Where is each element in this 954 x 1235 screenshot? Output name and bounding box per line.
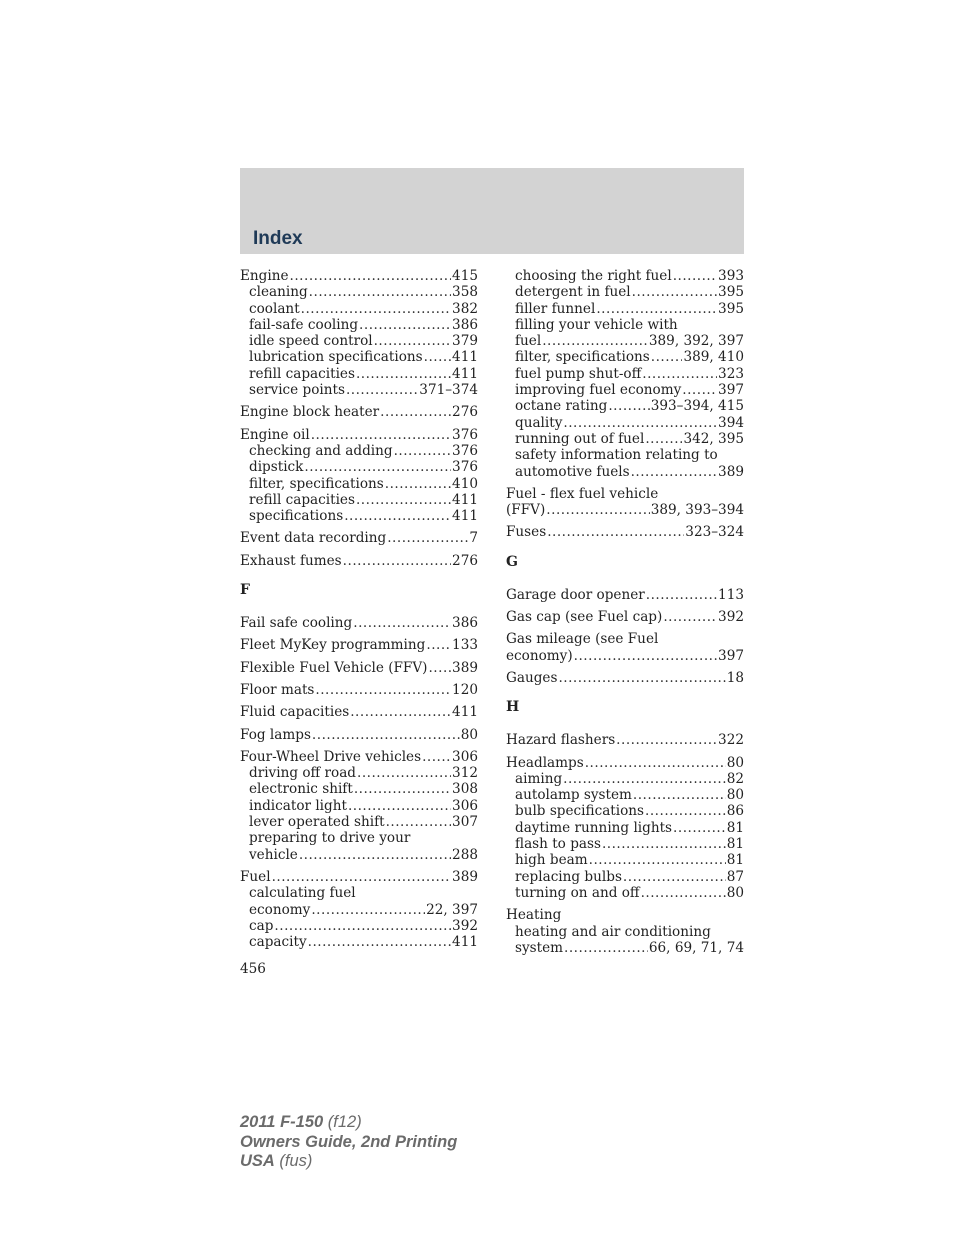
index-entry: Four-Wheel Drive vehicles ..... 306 — [240, 749, 478, 765]
index-entry-group — [240, 727, 478, 743]
index-subentry: turning on and off ..... 80 — [506, 885, 744, 901]
index-subentry: specifications ..... 411 — [240, 508, 478, 524]
footer-line-guide: Owners Guide, 2nd Printing — [240, 1132, 458, 1151]
index-entry: Engine oil ..... 376 — [240, 427, 478, 443]
index-entry: Engine block heater ..... 276 — [240, 404, 478, 420]
index-entry: Fleet MyKey programming ..... 133 — [240, 637, 478, 653]
index-entry-group — [506, 486, 744, 519]
index-entry: Headlamps ..... 80 — [506, 755, 744, 771]
index-subentry: aiming ..... 82 — [506, 771, 744, 787]
index-subentry: coolant ..... 382 — [240, 301, 478, 317]
index-subentry: lever operated shift ..... 307 — [240, 814, 478, 830]
footer-publication-info — [240, 1113, 457, 1172]
index-entry: Heating — [506, 907, 562, 924]
index-column-right — [506, 268, 744, 962]
index-subentry: calculating fuel — [249, 885, 356, 902]
index-entry-group — [240, 404, 478, 420]
index-subentry: refill capacities ..... 411 — [240, 492, 478, 508]
index-subentry: checking and adding ..... 376 — [240, 443, 478, 459]
index-subentry: economy ..... 22, 397 — [240, 902, 478, 918]
index-subentry: automotive fuels ..... 389 — [506, 464, 744, 480]
index-subentry: service points ..... 371–374 — [240, 382, 478, 398]
index-subentry: dipstick ..... 376 — [240, 459, 478, 475]
index-subentry: capacity ..... 411 — [240, 934, 478, 950]
index-entry-group — [506, 609, 744, 625]
index-entry-group — [506, 907, 744, 956]
index-subentry: heating and air conditioning — [515, 923, 711, 940]
index-subentry: system ..... 66, 69, 71, 74 — [506, 940, 744, 956]
index-entry: Fluid capacities ..... 411 — [240, 704, 478, 720]
index-entry: Gauges ..... 18 — [506, 670, 744, 686]
index-subentry: fuel pump shut-off ..... 323 — [506, 366, 744, 382]
index-subentry: detergent in fuel ..... 395 — [506, 284, 744, 300]
index-subentry: safety information relating to — [515, 447, 718, 464]
index-entry-group — [240, 427, 478, 525]
index-entry: economy) ..... 397 — [506, 648, 744, 664]
index-entry-group — [240, 553, 478, 569]
index-entry-group — [506, 268, 744, 480]
footer-line-market: USA (fus) — [240, 1152, 313, 1170]
index-subentry: quality ..... 394 — [506, 415, 744, 431]
index-entry-group — [240, 268, 478, 398]
index-entry: Gas cap (see Fuel cap) ..... 392 — [506, 609, 744, 625]
index-entry: Gas mileage (see Fuel — [506, 631, 659, 648]
index-subentry: daytime running lights ..... 81 — [506, 820, 744, 836]
index-entry-group — [240, 530, 478, 546]
index-subentry: fuel ..... 389, 392, 397 — [506, 333, 744, 349]
index-subentry: cap ..... 392 — [240, 918, 478, 934]
index-header-bar — [240, 168, 744, 254]
index-entry: Hazard flashers ..... 322 — [506, 732, 744, 748]
index-subentry: replacing bulbs ..... 87 — [506, 869, 744, 885]
index-subentry: indicator light ..... 306 — [240, 798, 478, 814]
index-entry-group — [506, 524, 744, 540]
index-entry-group — [506, 587, 744, 603]
index-entry: Garage door opener ..... 113 — [506, 587, 744, 603]
index-entry: Engine ..... 415 — [240, 268, 478, 284]
section-letter-f: F — [240, 582, 250, 599]
index-subentry: filter, specifications ..... 410 — [240, 476, 478, 492]
index-subentry: high beam ..... 81 — [506, 852, 744, 868]
index-entry-group — [240, 682, 478, 698]
index-subentry: running out of fuel ..... 342, 395 — [506, 431, 744, 447]
section-letter-h: H — [506, 699, 520, 716]
section-letter-g: G — [506, 553, 518, 570]
index-entry-group — [506, 631, 744, 664]
index-subentry: filler funnel ..... 395 — [506, 301, 744, 317]
index-entry-group — [240, 704, 478, 720]
index-entry: Fail safe cooling ..... 386 — [240, 615, 478, 631]
index-entry: Flexible Fuel Vehicle (FFV) ..... 389 — [240, 660, 478, 676]
index-subentry: filling your vehicle with — [515, 316, 678, 333]
index-entry: Fuses ..... 323–324 — [506, 524, 744, 540]
index-subentry: idle speed control ..... 379 — [240, 333, 478, 349]
index-entry: Exhaust fumes ..... 276 — [240, 553, 478, 569]
index-subentry: refill capacities ..... 411 — [240, 366, 478, 382]
index-entry-group — [240, 637, 478, 653]
index-entry-group — [506, 670, 744, 686]
index-entry-group — [240, 615, 478, 631]
index-subentry: lubrication specifications ..... 411 — [240, 349, 478, 365]
index-subentry: choosing the right fuel ..... 393 — [506, 268, 744, 284]
page-number: 456 — [240, 961, 266, 977]
index-subentry: flash to pass ..... 81 — [506, 836, 744, 852]
index-subentry: improving fuel economy ..... 397 — [506, 382, 744, 398]
index-subentry: electronic shift ..... 308 — [240, 781, 478, 797]
index-entry: Fuel - flex fuel vehicle — [506, 485, 659, 502]
index-subentry: vehicle ..... 288 — [240, 847, 478, 863]
index-entry-group — [506, 755, 744, 902]
index-entry-group — [506, 732, 744, 748]
index-entry-group — [240, 869, 478, 950]
index-column-left — [240, 268, 478, 956]
index-subentry: fail-safe cooling ..... 386 — [240, 317, 478, 333]
index-subentry: preparing to drive your — [249, 830, 411, 847]
index-subentry: bulb specifications ..... 86 — [506, 803, 744, 819]
index-entry: Event data recording ..... 7 — [240, 530, 478, 546]
index-entry-group — [240, 749, 478, 863]
index-subentry: cleaning ..... 358 — [240, 284, 478, 300]
index-subentry: driving off road ..... 312 — [240, 765, 478, 781]
index-subentry: octane rating ..... 393–394, 415 — [506, 398, 744, 414]
index-entry-group — [240, 660, 478, 676]
index-subentry: autolamp system ..... 80 — [506, 787, 744, 803]
page-title: Index — [253, 228, 303, 249]
index-entry: (FFV) ..... 389, 393–394 — [506, 502, 744, 518]
footer-line-model: 2011 F-150 (f12) — [240, 1113, 362, 1131]
index-entry: Fuel ..... 389 — [240, 869, 478, 885]
index-subentry: filter, specifications ..... 389, 410 — [506, 349, 744, 365]
index-entry: Fog lamps ..... 80 — [240, 727, 478, 743]
index-entry: Floor mats ..... 120 — [240, 682, 478, 698]
